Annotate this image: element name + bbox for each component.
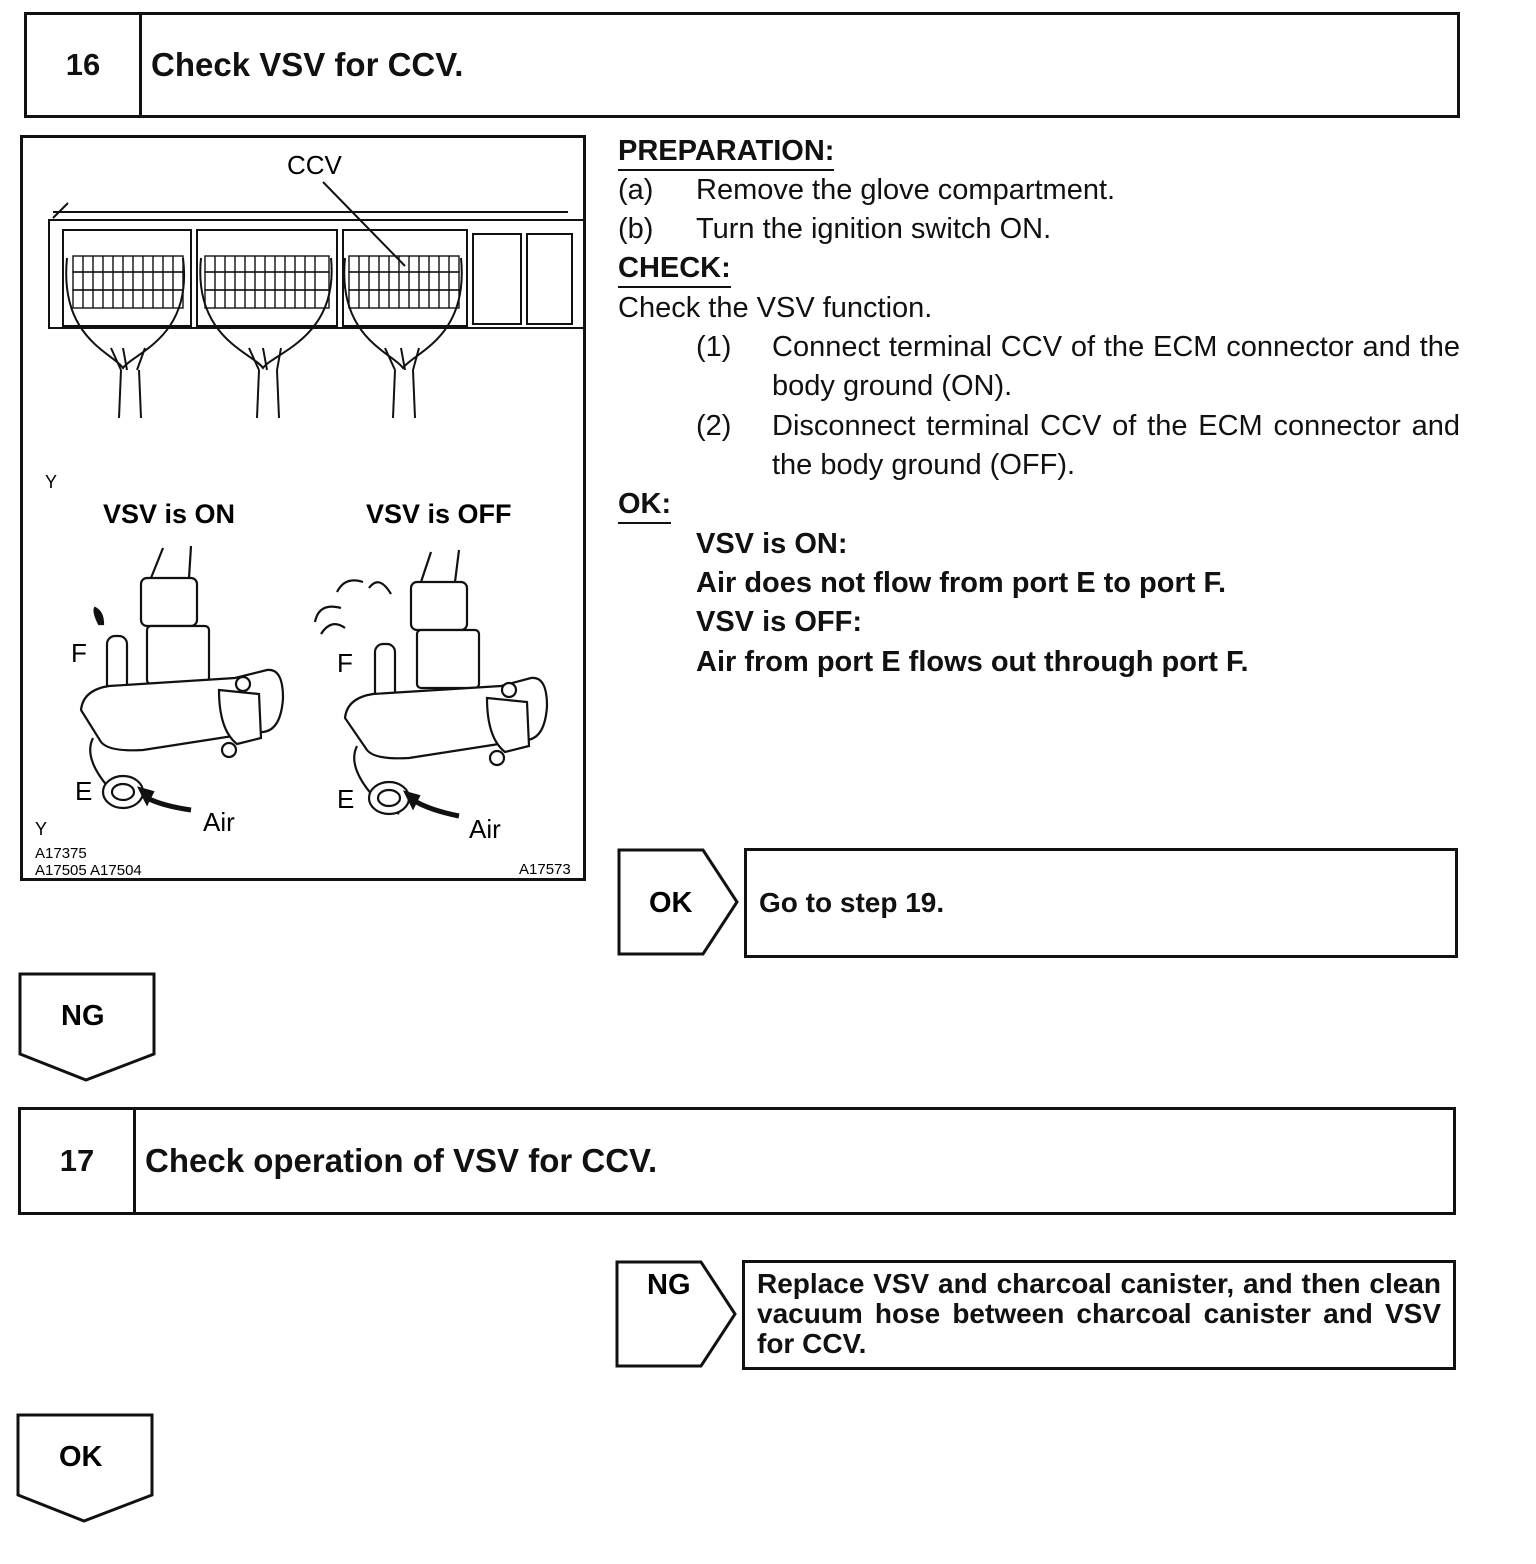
ecm-connector-drawing xyxy=(49,203,583,418)
check-marker-1: (1) xyxy=(696,331,732,363)
ok-down-arrow xyxy=(16,1413,156,1525)
ok-arrow-tag xyxy=(617,848,741,958)
step-number: 16 xyxy=(27,15,142,115)
air-label-off: Air xyxy=(469,814,501,844)
result-16-ok-box xyxy=(744,848,1458,958)
vsv-on-drawing xyxy=(81,546,283,810)
check-intro: Check the VSV function. xyxy=(618,292,933,324)
ok-arrow-label: OK xyxy=(649,887,693,919)
ng-down-label: NG xyxy=(61,1000,105,1032)
ok-line-3: VSV is OFF: xyxy=(696,606,862,638)
result-17-ng-box xyxy=(742,1260,1456,1370)
prep-marker-a: (a) xyxy=(618,174,654,206)
preparation-header: PREPARATION: xyxy=(618,135,834,171)
result-16-ok-text: Go to step 19. xyxy=(759,887,945,918)
vsv-on-label: VSV is ON xyxy=(103,499,236,529)
y-mark-top: Y xyxy=(45,472,58,492)
step-17-header xyxy=(18,1107,1456,1215)
check-text-1: Connect terminal CCV of the ECM connector and the body ground (ON). xyxy=(772,331,1460,402)
ok-line-4: Air from port E flows out through port F. xyxy=(696,646,1249,678)
figure-code-2: A17505 A17504 xyxy=(35,862,142,878)
step-number: 17 xyxy=(21,1110,136,1212)
port-f-label-on: F xyxy=(71,638,87,668)
ok-header: OK: xyxy=(618,488,671,524)
port-e-label-on: E xyxy=(75,776,93,806)
vsv-off-drawing xyxy=(315,550,547,816)
vsv-off-label: VSV is OFF xyxy=(366,499,512,529)
ok-down-label: OK xyxy=(59,1441,103,1473)
check-header: CHECK: xyxy=(618,252,731,288)
port-f-label-off: F xyxy=(337,648,353,678)
port-e-label-off: E xyxy=(337,784,355,814)
ccv-label: CCV xyxy=(287,150,342,180)
ok-line-2: Air does not flow from port E to port F. xyxy=(696,567,1227,599)
ng-arrow-tag xyxy=(615,1260,739,1370)
ng-down-arrow xyxy=(18,972,158,1084)
step-title: Check operation of VSV for CCV. xyxy=(145,1142,658,1179)
prep-text-a: Remove the glove compartment. xyxy=(696,174,1116,206)
figure-panel xyxy=(20,135,586,881)
result-17-ng-text: Replace VSV and charcoal canister, and then clean vacuum hose between charcoal canister and VSV for CCV. xyxy=(757,1268,1441,1359)
ecm-vsv-illustration xyxy=(23,138,583,878)
y-mark-bottom: Y xyxy=(35,819,48,839)
figure-code-3: A17573 xyxy=(519,861,571,878)
step-title: Check VSV for CCV. xyxy=(151,46,464,83)
step-16-header xyxy=(24,12,1460,118)
figure-code-1: A17375 xyxy=(35,845,87,862)
ng-arrow-label: NG xyxy=(647,1269,691,1301)
prep-marker-b: (b) xyxy=(618,213,654,245)
check-text-2: Disconnect terminal CCV of the ECM connector and the body ground (OFF). xyxy=(772,410,1460,481)
ok-line-1: VSV is ON: xyxy=(696,528,848,560)
check-marker-2: (2) xyxy=(696,410,732,442)
prep-text-b: Turn the ignition switch ON. xyxy=(696,213,1052,245)
air-label-on: Air xyxy=(203,807,235,837)
